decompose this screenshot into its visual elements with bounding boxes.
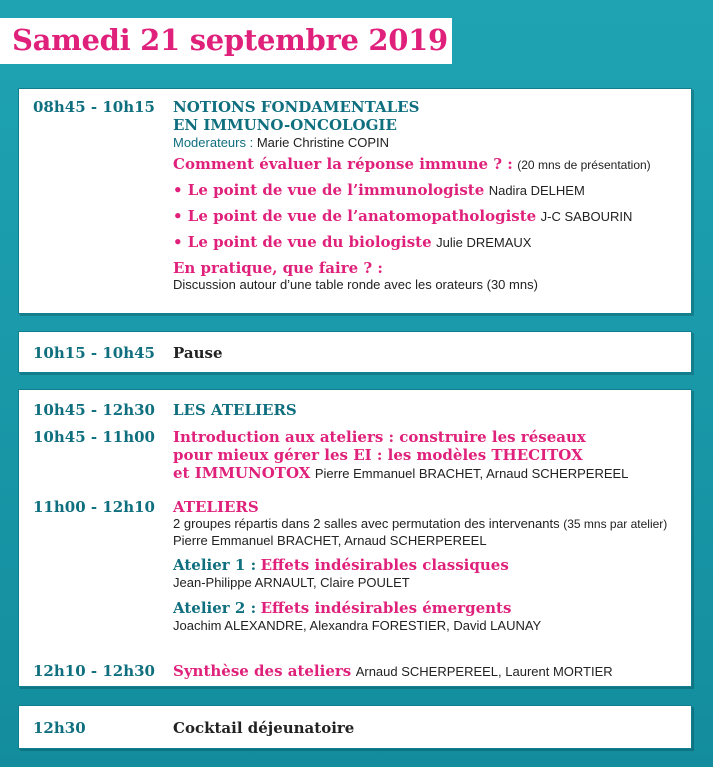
- ateliers-time: 11h00 - 12h10: [33, 498, 155, 516]
- practice-description: Discussion autour d’une table ronde avec les orateurs (30 mns): [173, 277, 538, 292]
- intro-line2: pour mieux gérer les EI : les modèles THECITOX: [173, 446, 583, 464]
- speaker-name: Julie DREMAUX: [436, 235, 532, 250]
- atelier2-label: Atelier 2 :: [173, 599, 257, 617]
- synthese-speakers: Arnaud SCHERPEREEL, Laurent MORTIER: [355, 664, 613, 679]
- moderator-name: Marie Christine COPIN: [256, 135, 390, 150]
- intro-speakers: Pierre Emmanuel BRACHET, Arnaud SCHERPEREEL: [314, 466, 629, 481]
- session-title: Cocktail déjeunatoire: [173, 719, 355, 737]
- question-note: (20 mns de présentation): [517, 158, 651, 172]
- atelier1-title: Effets indésirables classiques: [260, 556, 509, 574]
- page-title: Samedi 21 septembre 2019: [12, 23, 448, 57]
- ateliers-note: (35 mns par atelier): [563, 517, 668, 531]
- session-block-ateliers: [18, 389, 692, 687]
- atelier2-speakers: Joachim ALEXANDRE, Alexandra FORESTIER, David LAUNAY: [173, 618, 542, 633]
- session-title: LES ATELIERS: [173, 401, 297, 419]
- point-anatomopathologiste: • Le point de vue de l’anatomopathologiste: [173, 207, 537, 225]
- session-time: 10h15 - 10h45: [33, 344, 155, 362]
- atelier1-speakers: Jean-Philippe ARNAULT, Claire POULET: [173, 575, 410, 590]
- practice-title: En pratique, que faire ? :: [173, 259, 383, 277]
- atelier1-label: Atelier 1 :: [173, 556, 257, 574]
- session-title-line1: NOTIONS FONDAMENTALES: [173, 98, 420, 116]
- session-time: 10h45 - 12h30: [33, 401, 155, 419]
- session-title: Pause: [173, 344, 223, 362]
- speaker-name: J-C SABOURIN: [540, 209, 633, 224]
- atelier2-title: Effets indésirables émergents: [260, 599, 512, 617]
- point-immunologiste: • Le point de vue de l’immunologiste: [173, 181, 485, 199]
- session-block-cocktail: [18, 705, 692, 749]
- date-banner: [0, 18, 452, 64]
- question-title: Comment évaluer la réponse immune ? :: [173, 155, 513, 173]
- intro-line1: Introduction aux ateliers : construire les réseaux: [173, 428, 586, 446]
- session-time: 12h30: [33, 719, 86, 737]
- ateliers-description: 2 groupes répartis dans 2 salles avec permutation des intervenants: [173, 516, 560, 531]
- point-biologiste: • Le point de vue du biologiste: [173, 233, 432, 251]
- intro-line3: et IMMUNOTOX: [173, 464, 311, 482]
- moderator-label: Moderateurs :: [173, 135, 254, 150]
- session-block-pause: [18, 331, 692, 373]
- session-title-line2: EN IMMUNO-ONCOLOGIE: [173, 116, 397, 134]
- ateliers-title: ATELIERS: [173, 498, 259, 516]
- session-block-fondamentales: [18, 88, 692, 314]
- intro-time: 10h45 - 11h00: [33, 428, 155, 446]
- session-time: 08h45 - 10h15: [33, 98, 155, 116]
- ateliers-speakers: Pierre Emmanuel BRACHET, Arnaud SCHERPEREEL: [173, 533, 487, 548]
- synthese-title: Synthèse des ateliers: [173, 662, 352, 680]
- speaker-name: Nadira DELHEM: [488, 183, 585, 198]
- synthese-time: 12h10 - 12h30: [33, 662, 155, 680]
